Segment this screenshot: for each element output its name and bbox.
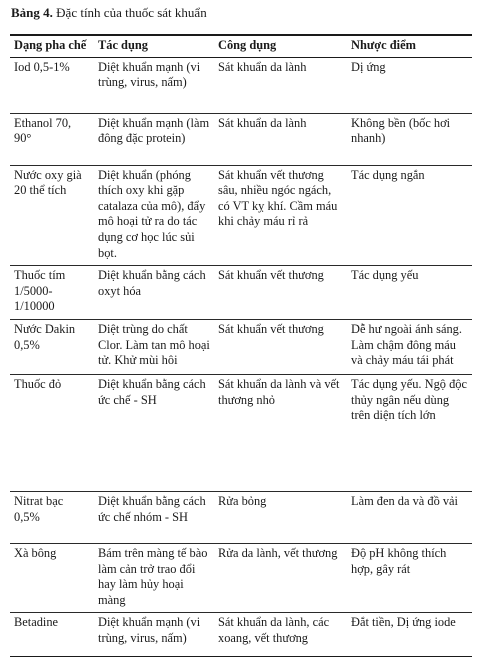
cell-drawback: Không bền (bốc hơi nhanh) [351, 115, 451, 146]
cell-form: Thuốc đỏ [14, 376, 62, 391]
cell-effect: Diệt trùng do chất Clor. Làm tan mô hoại tử. Khử mùi hôi [98, 321, 210, 368]
table-row [10, 491, 472, 543]
cell-effect: Diệt khuẩn mạnh (vi trùng, virus, nấm) [98, 615, 201, 645]
cell-effect: Diệt khuẩn bằng cách ức chế nhóm - SH [98, 493, 206, 524]
cell-use: Sát khuẩn da lành và vết thương nhỏ [218, 376, 340, 407]
table-row [10, 374, 472, 491]
cell-drawback: Độ pH không thích hợp, gây rát [351, 545, 447, 576]
cell-effect: Bám trên màng tế bào làm cản trở trao đổi hay làm hủy hoại màng [98, 545, 208, 607]
cell-form: Betadine [14, 615, 59, 630]
cell-drawback: Tác dụng yếu [351, 268, 419, 283]
cell-use: Rửa da lành, vết thương [218, 545, 338, 560]
cell-drawback: Đắt tiền, Dị ứng iode [351, 615, 456, 630]
cell-drawback: Tác dụng yếu. Ngộ độc thủy ngân nếu dùng trên diện tích lớn [351, 376, 467, 423]
table-number: Bảng 4. [11, 5, 53, 20]
table-caption [11, 5, 207, 21]
cell-drawback: Tác dụng ngắn [351, 167, 425, 182]
cell-use: Sát khuẩn da lành, các xoang, vết thương [218, 615, 330, 645]
cell-effect: Diệt khuẩn bằng cách oxyt hóa [98, 268, 206, 298]
cell-form: Thuốc tím 1/5000-1/10000 [14, 268, 66, 314]
column-header-use: Công dụng [218, 38, 277, 52]
cell-use: Sát khuẩn vết thương [218, 268, 324, 283]
cell-drawback: Dị ứng [351, 59, 386, 74]
cell-form: Nước Dakin 0,5% [14, 321, 76, 352]
table-header-row [10, 35, 472, 57]
cell-form: Iod 0,5-1% [14, 59, 70, 74]
antiseptic-properties-table [10, 34, 472, 657]
cell-form: Ethanol 70, 90° [14, 115, 72, 146]
cell-drawback: Làm đen da và đồ vải [351, 493, 459, 508]
cell-form: Nước oxy già 20 thể tích [14, 167, 82, 198]
table-row [10, 613, 472, 657]
column-header-effect: Tác dụng [98, 38, 148, 52]
cell-form: Nitrat bạc 0,5% [14, 493, 64, 524]
column-header-drawback: Nhược điểm [351, 38, 416, 52]
cell-effect: Diệt khuẩn mạnh (vi trùng, virus, nấm) [98, 59, 201, 90]
cell-effect: Diệt khuẩn mạnh (làm đông đặc protein) [98, 115, 210, 146]
table-row [10, 266, 472, 320]
table-row [10, 319, 472, 374]
column-header-form: Dạng pha chế [14, 38, 87, 52]
cell-use: Sát khuẩn vết thương sâu, nhiều ngóc ngách, có VT kỵ khí. Cầm máu khi chảy máu rỉ rả [218, 167, 338, 229]
cell-effect: Diệt khuẩn bằng cách ức chế - SH [98, 376, 206, 407]
table-row [10, 165, 472, 266]
table-row [10, 57, 472, 113]
table-row [10, 113, 472, 165]
cell-use: Sát khuẩn da lành [218, 59, 307, 74]
table-row [10, 543, 472, 612]
cell-use: Rửa bỏng [218, 493, 267, 508]
cell-drawback: Dễ hư ngoài ánh sáng. Làm chậm đông máu và chảy máu tái phát [351, 321, 462, 368]
cell-form: Xà bông [14, 545, 57, 560]
cell-use: Sát khuẩn da lành [218, 115, 307, 130]
cell-effect: Diệt khuẩn (phóng thích oxy khi gặp catalaza của mô), đẩy mô hoại tử ra do tác dụng cơ học lúc sủi bọt. [98, 167, 206, 260]
cell-use: Sát khuẩn vết thương [218, 321, 324, 336]
table-title: Đặc tính của thuốc sát khuẩn [56, 5, 207, 20]
